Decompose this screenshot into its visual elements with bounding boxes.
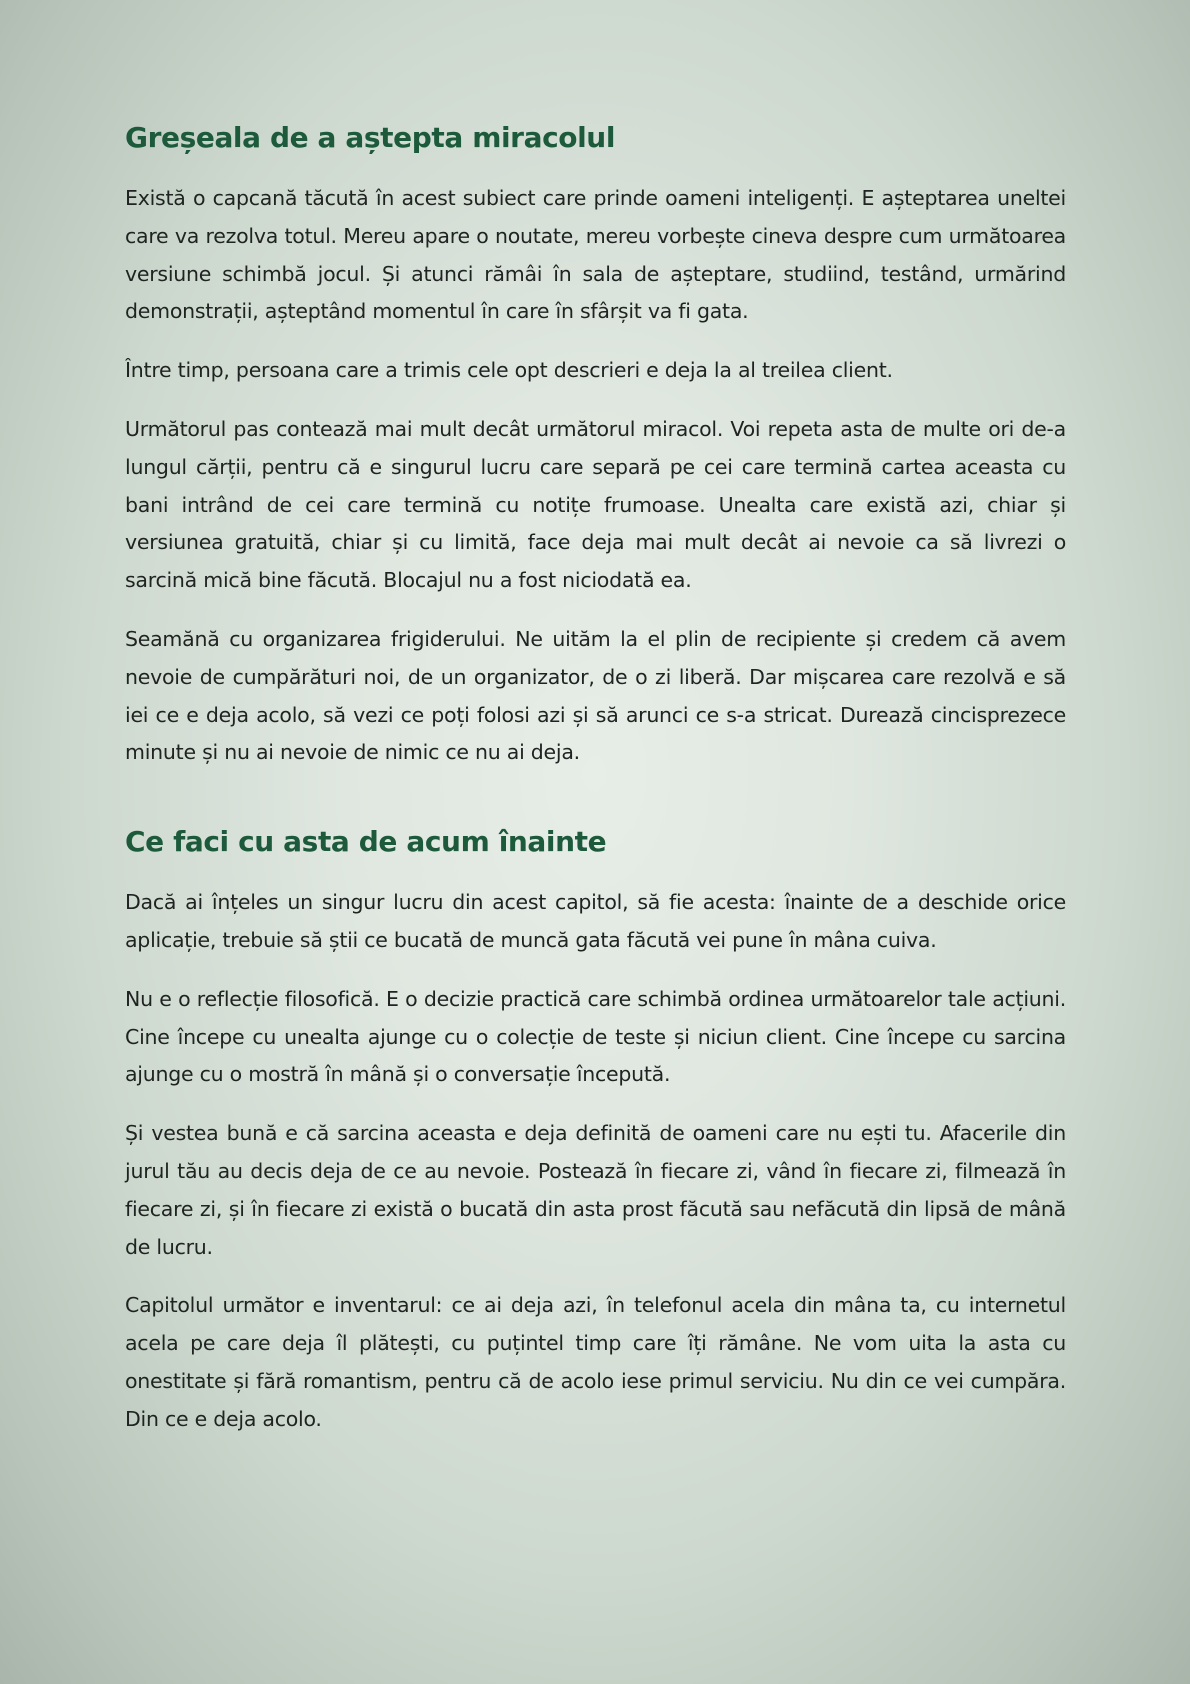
paragraph: Următorul pas contează mai mult decât următorul miracol. Voi repeta asta de multe ori de-a lungul cărții, pentru că e singurul lucru care separă pe cei care termină cartea aceasta cu bani intrând de cei care termină cu notițe frumoase. Unealta care există azi, chiar și versiunea gratuită, chiar și cu limită, face deja mai mult decât ai nevoie ca să livrezi o sarcină mică bine făcută. Blocajul nu a fost niciodată ea. bbox=[125, 416, 1066, 593]
section-waiting-for-miracle bbox=[125, 118, 1066, 772]
paragraph: Există o capcană tăcută în acest subiect care prinde oameni inteligenți. E așteptarea uneltei care va rezolva totul. Mereu apare o noutate, mereu vorbește cineva despre cum următoarea versiune schimbă jocul. Și atunci rămâi în sala de așteptare, studiind, testând, urmărind demonstrații, așteptând momentul în care în sfârșit va fi gata. bbox=[125, 186, 1066, 324]
paragraph: Între timp, persoana care a trimis cele opt descrieri e deja la al treilea client. bbox=[125, 358, 893, 383]
paragraph: Seamănă cu organizarea frigiderului. Ne uităm la el plin de recipiente și credem că avem nevoie de cumpărături noi, de un organizator, de o zi liberă. Dar mișcarea care rezolvă e să iei ce e deja acolo, să vezi ce poți folosi azi și să arunci ce s-a stricat. Durează cincisprezece minute și nu ai nevoie de nimic ce nu ai deja. bbox=[125, 626, 1066, 765]
section-heading: Ce faci cu asta de acum înainte bbox=[125, 825, 607, 859]
paragraph: Și vestea bună e că sarcina aceasta e deja definită de oameni care nu ești tu. Afacerile din jurul tău au decis deja de ce au nevoie. Postează în fiecare zi, vând în fiecare zi, filmează în fiecare zi, și în fiecare zi există o bucată din asta prost făcută sau nefăcută din lipsă de mână de lucru. bbox=[125, 1121, 1066, 1259]
paragraph: Capitolul următor e inventarul: ce ai deja azi, în telefonul acela din mâna ta, cu internetul acela pe care deja îl plătești, cu puțintel timp care îți rămâne. Ne vom uita la asta cu onestitate și fără romantism, pentru că de acolo iese primul serviciu. Nu din ce vei cumpăra. Din ce e deja acolo. bbox=[125, 1293, 1066, 1431]
paragraph: Nu e o reflecție filosofică. E o decizie practică care schimbă ordinea următoarelor tale acțiuni. Cine începe cu unealta ajunge cu o colecție de teste și niciun client. Cine începe cu sarcina ajunge cu o mostră în mână și o conversație începută. bbox=[125, 986, 1066, 1087]
section-heading: Greșeala de a aștepta miracolul bbox=[125, 121, 616, 154]
section-what-to-do-next bbox=[125, 822, 1066, 1438]
paragraph: Dacă ai înțeles un singur lucru din acest capitol, să fie acesta: înainte de a deschide orice aplicație, trebuie să știi ce bucată de muncă gata făcută vei pune în mâna cuiva. bbox=[125, 890, 1066, 952]
